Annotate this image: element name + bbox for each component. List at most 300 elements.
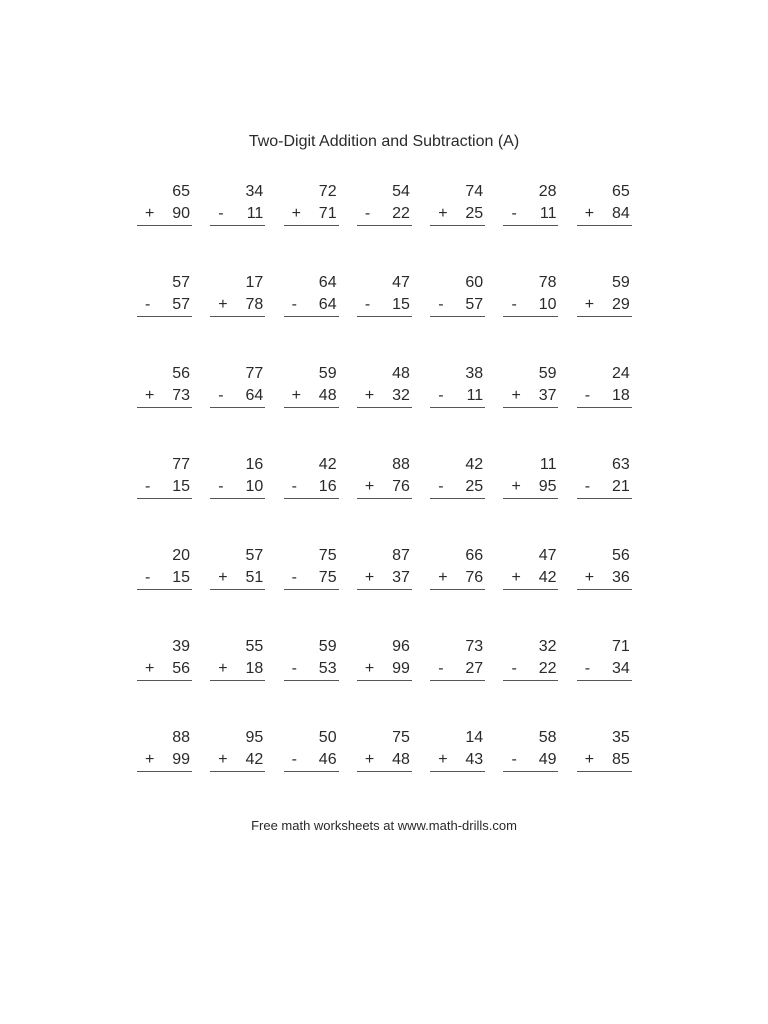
- top-operand: 72: [318, 183, 337, 200]
- bottom-line: [503, 204, 556, 224]
- problem-grid: [137, 182, 632, 819]
- answer-line: [284, 680, 339, 681]
- bottom-operand: 10: [245, 478, 264, 495]
- math-problem: [430, 182, 485, 232]
- top-operand: 88: [392, 456, 410, 473]
- operator-sign: +: [218, 296, 228, 313]
- bottom-operand: 18: [611, 387, 630, 404]
- bottom-operand: 18: [245, 660, 264, 677]
- answer-line: [503, 407, 558, 408]
- bottom-line: [357, 386, 410, 406]
- top-operand: 59: [318, 365, 337, 382]
- bottom-operand: 29: [611, 296, 630, 313]
- bottom-operand: 85: [611, 751, 630, 768]
- answer-line: [137, 316, 192, 317]
- bottom-line: [137, 386, 190, 406]
- operator-sign: +: [218, 569, 228, 586]
- math-problem: [577, 546, 632, 596]
- problem-row: [137, 364, 632, 455]
- operator-sign: -: [438, 478, 444, 495]
- answer-line: [430, 316, 485, 317]
- answer-line: [284, 771, 339, 772]
- bottom-operand: 16: [318, 478, 337, 495]
- top-operand: 38: [465, 365, 484, 382]
- problem-row: [137, 182, 632, 273]
- bottom-line: [577, 477, 630, 497]
- top-operand: 63: [611, 456, 630, 473]
- math-problem: [284, 546, 339, 596]
- bottom-line: [357, 477, 410, 497]
- top-operand: 16: [245, 456, 264, 473]
- top-operand: 73: [465, 638, 484, 655]
- top-operand: 78: [538, 274, 557, 291]
- math-problem: [357, 182, 412, 232]
- top-operand: 71: [611, 638, 630, 655]
- answer-line: [577, 498, 632, 499]
- math-problem: [503, 546, 558, 596]
- answer-line: [503, 498, 558, 499]
- bottom-operand: 32: [392, 387, 410, 404]
- answer-line: [210, 407, 265, 408]
- bottom-line: [137, 204, 190, 224]
- bottom-operand: 48: [318, 387, 337, 404]
- top-operand: 65: [611, 183, 630, 200]
- bottom-line: [284, 568, 337, 588]
- answer-line: [357, 589, 412, 590]
- math-problem: [430, 728, 485, 778]
- bottom-line: [503, 477, 556, 497]
- top-operand: 50: [318, 729, 337, 746]
- operator-sign: -: [364, 205, 371, 222]
- math-problem: [210, 728, 265, 778]
- math-problem: [210, 546, 265, 596]
- bottom-operand: 75: [318, 569, 337, 586]
- operator-sign: -: [511, 660, 517, 677]
- bottom-operand: 25: [465, 478, 484, 495]
- bottom-line: [430, 386, 483, 406]
- math-problem: [577, 273, 632, 323]
- bottom-line: [210, 204, 263, 224]
- answer-line: [357, 771, 412, 772]
- operator-sign: +: [218, 751, 228, 768]
- math-problem: [357, 546, 412, 596]
- top-operand: 47: [538, 547, 557, 564]
- bottom-line: [284, 204, 337, 224]
- top-operand: 66: [465, 547, 484, 564]
- top-operand: 59: [611, 274, 630, 291]
- answer-line: [210, 316, 265, 317]
- math-problem: [284, 728, 339, 778]
- answer-line: [430, 498, 485, 499]
- math-problem: [357, 273, 412, 323]
- math-problem: [357, 637, 412, 687]
- bottom-line: [284, 659, 337, 679]
- bottom-operand: 73: [172, 387, 190, 404]
- bottom-line: [210, 659, 263, 679]
- operator-sign: -: [584, 387, 591, 404]
- top-operand: 14: [465, 729, 484, 746]
- bottom-operand: 90: [172, 205, 190, 222]
- bottom-line: [430, 568, 483, 588]
- answer-line: [503, 680, 558, 681]
- bottom-operand: 42: [245, 751, 264, 768]
- operator-sign: +: [364, 478, 375, 495]
- bottom-line: [210, 386, 263, 406]
- bottom-line: [357, 659, 410, 679]
- top-operand: 42: [318, 456, 337, 473]
- operator-sign: -: [584, 478, 591, 495]
- math-problem: [284, 182, 339, 232]
- bottom-operand: 27: [465, 660, 484, 677]
- bottom-operand: 25: [465, 205, 484, 222]
- bottom-operand: 43: [465, 751, 484, 768]
- operator-sign: +: [511, 478, 521, 495]
- operator-sign: -: [364, 296, 371, 313]
- top-operand: 39: [172, 638, 190, 655]
- operator-sign: +: [145, 387, 155, 404]
- top-operand: 54: [392, 183, 410, 200]
- top-operand: 42: [465, 456, 484, 473]
- answer-line: [577, 316, 632, 317]
- bottom-line: [430, 295, 483, 315]
- operator-sign: -: [145, 569, 151, 586]
- top-operand: 24: [611, 365, 630, 382]
- math-problem: [137, 455, 192, 505]
- top-operand: 59: [538, 365, 557, 382]
- answer-line: [210, 589, 265, 590]
- math-problem: [503, 364, 558, 414]
- bottom-line: [577, 386, 630, 406]
- problem-row: [137, 546, 632, 637]
- bottom-line: [430, 204, 483, 224]
- bottom-operand: 10: [538, 296, 557, 313]
- answer-line: [284, 225, 339, 226]
- math-problem: [430, 364, 485, 414]
- bottom-operand: 22: [392, 205, 410, 222]
- bottom-operand: 11: [246, 205, 264, 222]
- bottom-operand: 99: [172, 751, 190, 768]
- bottom-line: [357, 568, 410, 588]
- top-operand: 56: [611, 547, 630, 564]
- operator-sign: +: [511, 569, 521, 586]
- top-operand: 75: [318, 547, 337, 564]
- math-problem: [137, 728, 192, 778]
- operator-sign: +: [218, 660, 228, 677]
- top-operand: 64: [318, 274, 337, 291]
- top-operand: 95: [245, 729, 264, 746]
- answer-line: [284, 407, 339, 408]
- bottom-operand: 64: [318, 296, 337, 313]
- top-operand: 77: [245, 365, 264, 382]
- math-problem: [137, 273, 192, 323]
- operator-sign: +: [145, 660, 155, 677]
- answer-line: [137, 589, 192, 590]
- top-operand: 35: [611, 729, 630, 746]
- math-problem: [357, 728, 412, 778]
- math-problem: [284, 364, 339, 414]
- top-operand: 96: [392, 638, 410, 655]
- bottom-operand: 36: [611, 569, 630, 586]
- bottom-line: [357, 295, 410, 315]
- answer-line: [137, 771, 192, 772]
- bottom-line: [577, 204, 630, 224]
- answer-line: [357, 498, 412, 499]
- bottom-operand: 46: [318, 751, 337, 768]
- operator-sign: -: [291, 296, 297, 313]
- bottom-line: [137, 477, 190, 497]
- operator-sign: -: [584, 660, 591, 677]
- top-operand: 58: [538, 729, 557, 746]
- answer-line: [430, 589, 485, 590]
- operator-sign: +: [438, 205, 448, 222]
- answer-line: [577, 771, 632, 772]
- bottom-operand: 11: [539, 205, 557, 222]
- bottom-operand: 21: [611, 478, 630, 495]
- bottom-operand: 34: [611, 660, 630, 677]
- bottom-operand: 78: [245, 296, 264, 313]
- answer-line: [503, 589, 558, 590]
- math-problem: [210, 455, 265, 505]
- operator-sign: +: [511, 387, 521, 404]
- bottom-line: [284, 477, 337, 497]
- answer-line: [137, 498, 192, 499]
- bottom-line: [357, 750, 410, 770]
- operator-sign: -: [438, 660, 444, 677]
- answer-line: [357, 407, 412, 408]
- math-problem: [503, 182, 558, 232]
- math-problem: [577, 728, 632, 778]
- bottom-line: [503, 386, 556, 406]
- top-operand: 88: [172, 729, 190, 746]
- top-operand: 57: [245, 547, 264, 564]
- answer-line: [503, 316, 558, 317]
- math-problem: [357, 364, 412, 414]
- answer-line: [284, 498, 339, 499]
- answer-line: [357, 225, 412, 226]
- answer-line: [210, 225, 265, 226]
- math-problem: [430, 455, 485, 505]
- bottom-operand: 37: [392, 569, 410, 586]
- answer-line: [430, 680, 485, 681]
- answer-line: [503, 225, 558, 226]
- bottom-operand: 95: [538, 478, 557, 495]
- top-operand: 77: [172, 456, 190, 473]
- bottom-operand: 48: [392, 751, 410, 768]
- operator-sign: +: [438, 569, 448, 586]
- top-operand: 48: [392, 365, 410, 382]
- operator-sign: +: [438, 751, 448, 768]
- bottom-operand: 15: [172, 478, 190, 495]
- operator-sign: +: [364, 660, 375, 677]
- problem-row: [137, 455, 632, 546]
- bottom-line: [137, 295, 190, 315]
- bottom-line: [284, 295, 337, 315]
- operator-sign: -: [438, 387, 444, 404]
- operator-sign: +: [291, 205, 301, 222]
- bottom-operand: 49: [538, 751, 557, 768]
- top-operand: 74: [465, 183, 484, 200]
- bottom-line: [503, 750, 556, 770]
- operator-sign: -: [145, 478, 151, 495]
- bottom-operand: 76: [465, 569, 484, 586]
- operator-sign: +: [584, 205, 595, 222]
- bottom-line: [577, 750, 630, 770]
- problem-row: [137, 728, 632, 819]
- bottom-line: [210, 750, 263, 770]
- top-operand: 65: [172, 183, 190, 200]
- bottom-operand: 42: [538, 569, 557, 586]
- answer-line: [210, 680, 265, 681]
- top-operand: 20: [172, 547, 190, 564]
- bottom-operand: 22: [538, 660, 557, 677]
- math-problem: [284, 637, 339, 687]
- math-problem: [503, 455, 558, 505]
- math-problem: [503, 273, 558, 323]
- math-problem: [503, 728, 558, 778]
- operator-sign: +: [364, 751, 375, 768]
- operator-sign: -: [218, 387, 224, 404]
- answer-line: [137, 407, 192, 408]
- answer-line: [210, 771, 265, 772]
- bottom-operand: 84: [611, 205, 630, 222]
- worksheet-title: Two-Digit Addition and Subtraction (A): [248, 133, 520, 150]
- operator-sign: +: [364, 387, 375, 404]
- math-problem: [430, 637, 485, 687]
- bottom-line: [284, 750, 337, 770]
- math-problem: [210, 637, 265, 687]
- top-operand: 55: [245, 638, 264, 655]
- operator-sign: -: [291, 660, 297, 677]
- bottom-operand: 99: [392, 660, 410, 677]
- problem-row: [137, 273, 632, 364]
- operator-sign: +: [584, 751, 595, 768]
- top-operand: 56: [172, 365, 190, 382]
- operator-sign: -: [218, 478, 224, 495]
- answer-line: [577, 225, 632, 226]
- operator-sign: +: [364, 569, 375, 586]
- bottom-line: [430, 659, 483, 679]
- answer-line: [284, 589, 339, 590]
- bottom-operand: 51: [245, 569, 264, 586]
- bottom-line: [210, 477, 263, 497]
- bottom-line: [577, 659, 630, 679]
- bottom-line: [137, 568, 190, 588]
- bottom-operand: 57: [172, 296, 190, 313]
- operator-sign: +: [145, 205, 155, 222]
- answer-line: [503, 771, 558, 772]
- top-operand: 34: [245, 183, 264, 200]
- math-problem: [430, 546, 485, 596]
- math-problem: [210, 273, 265, 323]
- top-operand: 87: [392, 547, 410, 564]
- bottom-line: [210, 568, 263, 588]
- bottom-line: [430, 750, 483, 770]
- math-problem: [137, 637, 192, 687]
- answer-line: [137, 680, 192, 681]
- math-problem: [577, 455, 632, 505]
- operator-sign: +: [584, 296, 595, 313]
- top-operand: 11: [539, 456, 557, 473]
- operator-sign: -: [291, 569, 297, 586]
- top-operand: 57: [172, 274, 190, 291]
- math-problem: [503, 637, 558, 687]
- top-operand: 28: [538, 183, 557, 200]
- math-problem: [577, 637, 632, 687]
- answer-line: [284, 316, 339, 317]
- operator-sign: -: [438, 296, 444, 313]
- bottom-operand: 64: [245, 387, 264, 404]
- top-operand: 17: [245, 274, 264, 291]
- math-problem: [137, 364, 192, 414]
- footer-credit: Free math worksheets at www.math-drills.com: [251, 818, 517, 833]
- bottom-line: [137, 659, 190, 679]
- math-problem: [284, 273, 339, 323]
- bottom-operand: 15: [172, 569, 190, 586]
- bottom-operand: 53: [318, 660, 337, 677]
- operator-sign: -: [511, 205, 517, 222]
- operator-sign: +: [584, 569, 595, 586]
- answer-line: [577, 407, 632, 408]
- answer-line: [577, 680, 632, 681]
- top-operand: 47: [392, 274, 410, 291]
- bottom-operand: 57: [465, 296, 484, 313]
- math-problem: [577, 182, 632, 232]
- answer-line: [430, 771, 485, 772]
- bottom-operand: 71: [318, 205, 337, 222]
- bottom-line: [137, 750, 190, 770]
- answer-line: [430, 225, 485, 226]
- answer-line: [357, 316, 412, 317]
- bottom-line: [503, 568, 556, 588]
- math-problem: [137, 546, 192, 596]
- operator-sign: +: [291, 387, 301, 404]
- problem-row: [137, 637, 632, 728]
- bottom-line: [503, 295, 556, 315]
- bottom-line: [284, 386, 337, 406]
- math-problem: [284, 455, 339, 505]
- operator-sign: -: [291, 478, 297, 495]
- bottom-operand: 37: [538, 387, 557, 404]
- bottom-line: [577, 568, 630, 588]
- operator-sign: -: [145, 296, 151, 313]
- bottom-line: [577, 295, 630, 315]
- operator-sign: -: [291, 751, 297, 768]
- bottom-line: [357, 204, 410, 224]
- operator-sign: -: [218, 205, 224, 222]
- math-problem: [210, 364, 265, 414]
- operator-sign: -: [511, 751, 517, 768]
- bottom-operand: 76: [392, 478, 410, 495]
- answer-line: [357, 680, 412, 681]
- top-operand: 32: [538, 638, 557, 655]
- math-problem: [430, 273, 485, 323]
- operator-sign: -: [511, 296, 517, 313]
- operator-sign: +: [145, 751, 155, 768]
- top-operand: 75: [392, 729, 410, 746]
- bottom-operand: 15: [392, 296, 410, 313]
- answer-line: [210, 498, 265, 499]
- top-operand: 59: [318, 638, 337, 655]
- answer-line: [430, 407, 485, 408]
- bottom-operand: 11: [466, 387, 484, 404]
- answer-line: [137, 225, 192, 226]
- math-problem: [210, 182, 265, 232]
- answer-line: [577, 589, 632, 590]
- bottom-operand: 56: [172, 660, 190, 677]
- bottom-line: [430, 477, 483, 497]
- math-problem: [137, 182, 192, 232]
- bottom-line: [210, 295, 263, 315]
